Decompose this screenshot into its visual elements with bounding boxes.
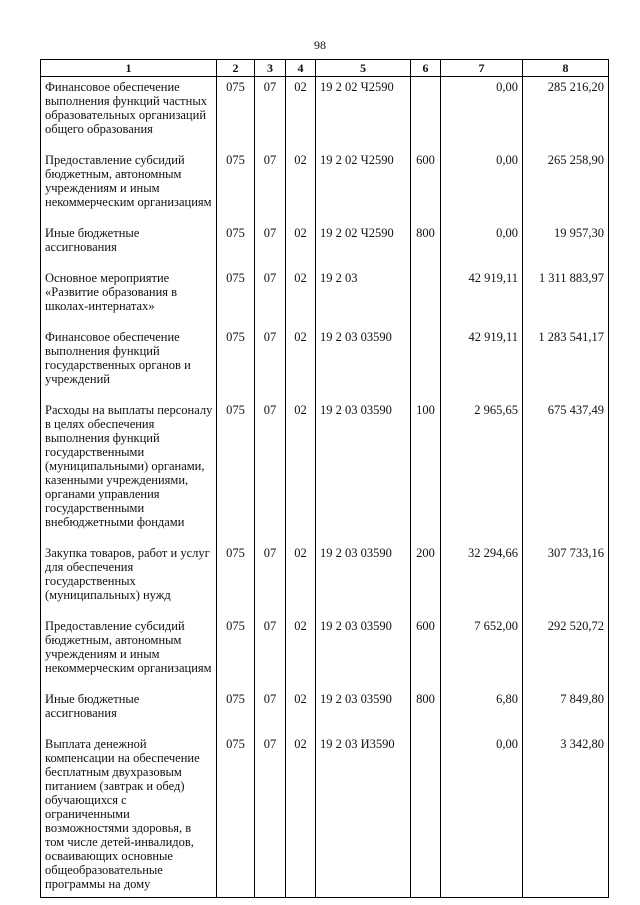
row-target-article: 19 2 03 03590 <box>316 689 411 734</box>
row-target-article: 19 2 03 <box>316 268 411 327</box>
row-name: Закупка товаров, работ и услуг для обеспечения государственных (муниципальных) нужд <box>41 543 217 616</box>
row-amount-col7: 0,00 <box>441 77 523 151</box>
row-amount-col7: 42 919,11 <box>441 327 523 400</box>
table-row <box>41 150 609 223</box>
row-grbs: 075 <box>217 327 255 400</box>
row-name: Иные бюджетные ассигнования <box>41 223 217 268</box>
row-section: 07 <box>255 327 286 400</box>
row-amount-col7: 32 294,66 <box>441 543 523 616</box>
row-grbs: 075 <box>217 616 255 689</box>
table-row <box>41 543 609 616</box>
table-row <box>41 689 609 734</box>
page-number: 98 <box>314 38 326 52</box>
row-grbs: 075 <box>217 77 255 151</box>
row-amount-col7: 2 965,65 <box>441 400 523 543</box>
row-amount-col8: 285 216,20 <box>523 77 609 151</box>
row-amount-col8: 675 437,49 <box>523 400 609 543</box>
row-amount-col7: 7 652,00 <box>441 616 523 689</box>
row-amount-col8: 1 283 541,17 <box>523 327 609 400</box>
row-name: Выплата денежной компенсации на обеспечение бесплатным двухразовым питанием (завтрак и обед) обучающихся с ограниченными возможностями здоровья, в том числе детей-инвалидов, осваивающих основные общеобразовательные программы на дому <box>41 734 217 898</box>
row-amount-col7: 0,00 <box>441 734 523 898</box>
row-amount-col8: 19 957,30 <box>523 223 609 268</box>
column-header: 7 <box>441 60 523 77</box>
budget-table <box>40 59 609 898</box>
row-amount-col8: 3 342,80 <box>523 734 609 898</box>
row-name: Финансовое обеспечение выполнения функций государственных органов и учреждений <box>41 327 217 400</box>
row-subsection: 02 <box>286 223 316 268</box>
table-row <box>41 734 609 898</box>
table-row <box>41 400 609 543</box>
row-subsection: 02 <box>286 150 316 223</box>
row-grbs: 075 <box>217 543 255 616</box>
column-header: 3 <box>255 60 286 77</box>
row-subsection: 02 <box>286 77 316 151</box>
row-expense-type: 600 <box>411 150 441 223</box>
row-amount-col8: 7 849,80 <box>523 689 609 734</box>
row-amount-col7: 42 919,11 <box>441 268 523 327</box>
row-amount-col8: 292 520,72 <box>523 616 609 689</box>
row-section: 07 <box>255 734 286 898</box>
row-name: Иные бюджетные ассигнования <box>41 689 217 734</box>
row-target-article: 19 2 03 03590 <box>316 543 411 616</box>
row-grbs: 075 <box>217 400 255 543</box>
column-header: 2 <box>217 60 255 77</box>
row-grbs: 075 <box>217 734 255 898</box>
column-header: 1 <box>41 60 217 77</box>
row-section: 07 <box>255 150 286 223</box>
row-section: 07 <box>255 616 286 689</box>
table-row <box>41 77 609 151</box>
table-row <box>41 268 609 327</box>
table-header <box>41 60 609 77</box>
row-expense-type <box>411 77 441 151</box>
row-expense-type: 800 <box>411 223 441 268</box>
row-target-article: 19 2 02 Ч2590 <box>316 223 411 268</box>
column-header: 6 <box>411 60 441 77</box>
row-section: 07 <box>255 543 286 616</box>
column-header: 8 <box>523 60 609 77</box>
row-target-article: 19 2 02 Ч2590 <box>316 77 411 151</box>
row-subsection: 02 <box>286 689 316 734</box>
row-section: 07 <box>255 77 286 151</box>
table-row <box>41 616 609 689</box>
column-header: 4 <box>286 60 316 77</box>
row-grbs: 075 <box>217 223 255 268</box>
column-header: 5 <box>316 60 411 77</box>
row-amount-col7: 0,00 <box>441 223 523 268</box>
row-subsection: 02 <box>286 327 316 400</box>
row-grbs: 075 <box>217 689 255 734</box>
row-amount-col8: 307 733,16 <box>523 543 609 616</box>
row-target-article: 19 2 02 Ч2590 <box>316 150 411 223</box>
row-target-article: 19 2 03 03590 <box>316 327 411 400</box>
row-expense-type: 600 <box>411 616 441 689</box>
row-subsection: 02 <box>286 543 316 616</box>
row-expense-type <box>411 734 441 898</box>
row-target-article: 19 2 03 03590 <box>316 616 411 689</box>
table-row <box>41 223 609 268</box>
table-row <box>41 327 609 400</box>
row-section: 07 <box>255 223 286 268</box>
row-name: Предоставление субсидий бюджетным, автономным учреждениям и иным некоммерческим организациям <box>41 150 217 223</box>
row-subsection: 02 <box>286 268 316 327</box>
row-grbs: 075 <box>217 268 255 327</box>
row-name: Предоставление субсидий бюджетным, автономным учреждениям и иным некоммерческим организациям <box>41 616 217 689</box>
row-subsection: 02 <box>286 400 316 543</box>
row-expense-type: 200 <box>411 543 441 616</box>
row-expense-type: 800 <box>411 689 441 734</box>
row-name: Финансовое обеспечение выполнения функций частных образовательных организаций общего образования <box>41 77 217 151</box>
row-section: 07 <box>255 400 286 543</box>
row-subsection: 02 <box>286 734 316 898</box>
row-amount-col7: 6,80 <box>441 689 523 734</box>
row-amount-col8: 1 311 883,97 <box>523 268 609 327</box>
row-name: Расходы на выплаты персоналу в целях обеспечения выполнения функций государственными (муниципальными) органами, казенными учреждениями, органами управления государственными внебюджетными фондами <box>41 400 217 543</box>
table-body <box>41 77 609 898</box>
row-section: 07 <box>255 268 286 327</box>
row-target-article: 19 2 03 03590 <box>316 400 411 543</box>
row-subsection: 02 <box>286 616 316 689</box>
row-amount-col7: 0,00 <box>441 150 523 223</box>
row-grbs: 075 <box>217 150 255 223</box>
row-expense-type <box>411 268 441 327</box>
row-expense-type: 100 <box>411 400 441 543</box>
row-section: 07 <box>255 689 286 734</box>
row-name: Основное мероприятие «Развитие образования в школах-интернатах» <box>41 268 217 327</box>
row-amount-col8: 265 258,90 <box>523 150 609 223</box>
row-expense-type <box>411 327 441 400</box>
row-target-article: 19 2 03 И3590 <box>316 734 411 898</box>
